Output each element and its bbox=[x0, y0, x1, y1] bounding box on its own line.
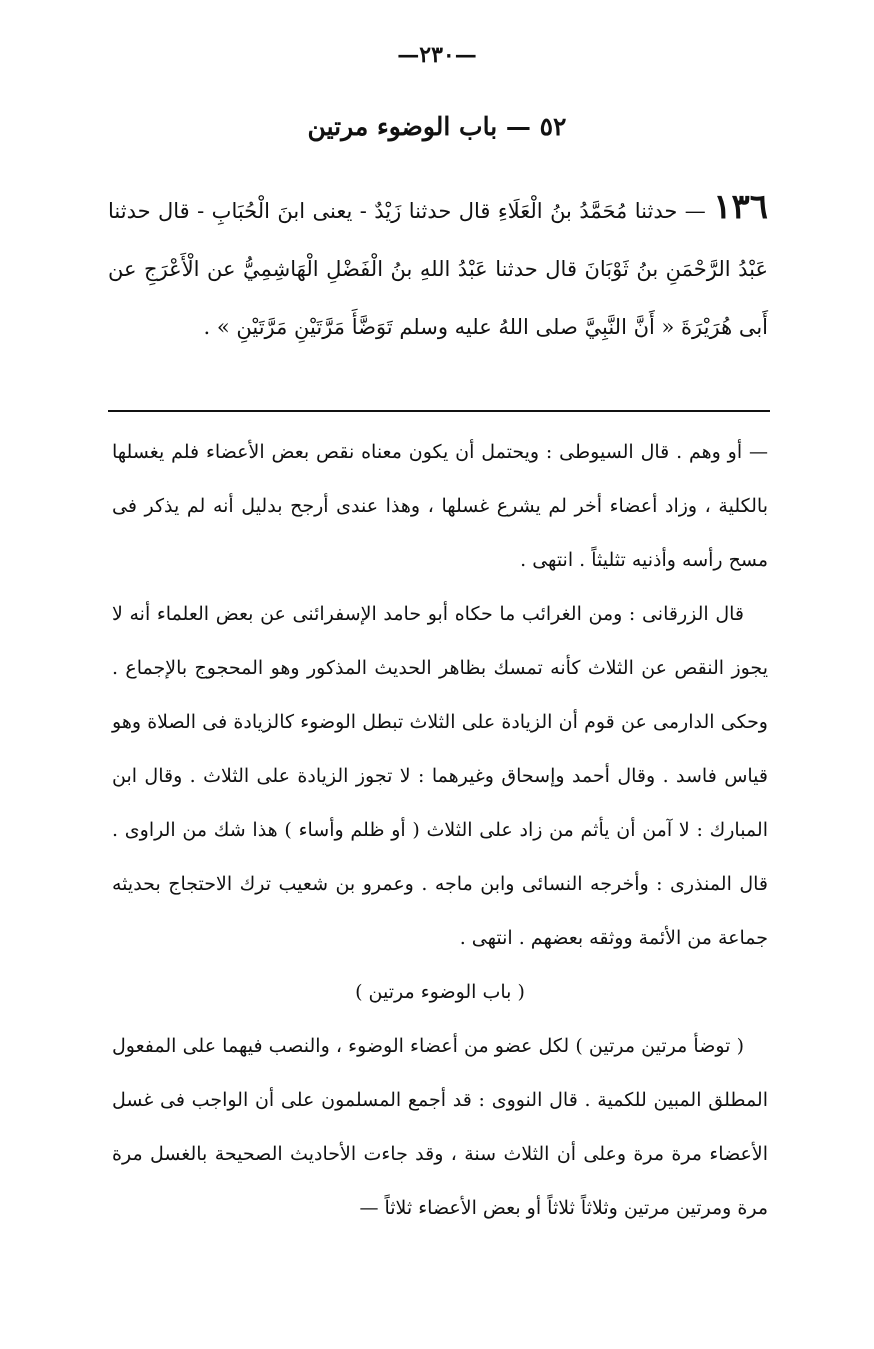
commentary-paragraph: قال الزرقانى : ومن الغرائب ما حكاه أبو حامد الإسفرائنى عن بعض العلماء أنه لا يجوز النقص عن الثلاث كأنه تمسك بظاهر الحديث المذكور وهو المحجوج بالإجماع . وحكى الدارمى عن قوم أن الزيادة على الثلاث تبطل الوضوء كالزيادة فى الصلاة وهو قياس فاسد . وقال أحمد وإسحاق وغيرهما : لا تجوز الزيادة على الثلاث . وقال ابن المبارك : لا آمن أن يأثم من زاد على الثلاث ( أو ظلم وأساء ) هذا شك من الراوى . قال المنذرى : وأخرجه النسائى وابن ماجه . وعمرو بن شعيب ترك الاحتجاج بحديثه جماعة من الأئمة ووثقه بعضهم . انتهى . bbox=[112, 603, 768, 949]
hadith-number: ١٣٦ bbox=[713, 187, 768, 227]
commentary-block bbox=[112, 425, 768, 1235]
chapter-title: ٥٢ — باب الوضوء مرتين bbox=[307, 112, 567, 141]
footnote-divider bbox=[108, 410, 770, 412]
commentary-paragraph: ( توضأ مرتين مرتين ) لكل عضو من أعضاء الوضوء ، والنصب فيهما على المفعول المطلق المبين للكمية . قال النووى : قد أجمع المسلمون على أن الواجب فى غسل الأعضاء مرة مرة وعلى أن الثلاث سنة ، وقد جاءت الأحاديث الصحيحة بالغسل مرة مرة ومرتين مرتين وثلاثاً ثلاثاً أو بعض الأعضاء ثلاثاً — bbox=[112, 1035, 768, 1219]
hadith-text: — حدثنا مُحَمَّدُ بنُ الْعَلَاءِ قال حدثنا زَيْدٌ - يعنى ابنَ الْحُبَابِ - قال حدثنا عَبْدُ الرَّحْمَنِ بنُ ثَوْبَانَ قال حدثنا عَبْدُ اللهِ بنُ الْفَضْلِ الْهَاشِمِيُّ عن الْأَعْرَجِ عن أَبى هُرَيْرَةَ « أَنَّ النَّبِيَّ صلى اللهُ عليه وسلم تَوَضَّأَ مَرَّتَيْنِ مَرَّتَيْنِ » . bbox=[108, 199, 768, 339]
page-number: —٢٣٠— bbox=[397, 42, 477, 68]
hadith-block bbox=[108, 178, 768, 356]
commentary-paragraph: — أو وهم . قال السيوطى : ويحتمل أن يكون معناه نقص بعض الأعضاء فلم يغسلها بالكلية ، وزاد أعضاء أخر لم يشرع غسلها ، وهذا عندى أرجح بدليل أنه لم يذكر فى مسح رأسه وأذنيه تثليثاً . انتهى . bbox=[112, 441, 768, 571]
commentary-sub-heading: ( باب الوضوء مرتين ) bbox=[355, 981, 525, 1003]
